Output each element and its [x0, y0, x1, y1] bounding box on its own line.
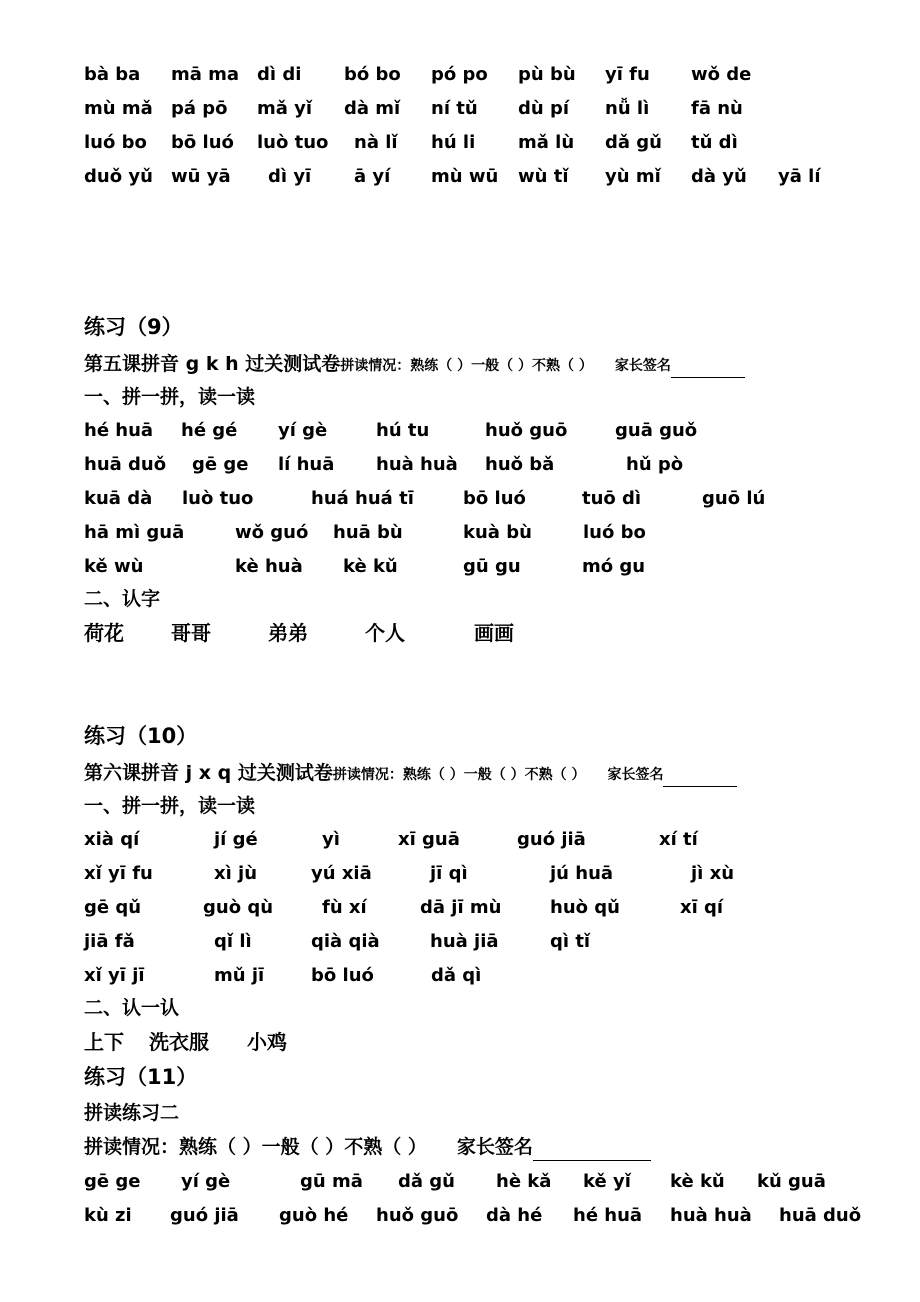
- pinyin-word: yī fu: [605, 64, 650, 85]
- pinyin-word: ní tǔ: [431, 98, 478, 119]
- pinyin-word: kě yǐ: [583, 1171, 631, 1192]
- ex9-row-2: [0, 453, 920, 479]
- pinyin-word: guò qù: [203, 897, 274, 918]
- pinyin-word: bō luó: [463, 488, 526, 509]
- exercise-11-title: 练习（11）: [84, 1065, 198, 1089]
- pinyin-word: jì xù: [691, 863, 735, 884]
- top-row-1: [0, 63, 920, 89]
- pinyin-word: guō lú: [702, 488, 766, 509]
- pinyin-word: huá huá tī: [311, 488, 414, 509]
- character-word: 个人: [365, 621, 405, 645]
- pinyin-word: tǔ dì: [691, 132, 738, 153]
- pinyin-word: hā mì guā: [84, 522, 185, 543]
- top-row-3: [0, 131, 920, 157]
- ex9-characters: [0, 620, 920, 648]
- top-row-4: [0, 165, 920, 191]
- pinyin-word: xì jù: [214, 863, 258, 884]
- pinyin-word: xī guā: [398, 829, 460, 850]
- character-word: 弟弟: [268, 621, 308, 645]
- pinyin-word: kě wù: [84, 556, 144, 577]
- pinyin-word: kuà bù: [463, 522, 532, 543]
- lesson-title: 第六课拼音 j x q 过关测试卷: [84, 762, 333, 784]
- pinyin-word: bō luó: [171, 132, 234, 153]
- exercise-10-header: [84, 761, 737, 787]
- pinyin-word: jí gé: [214, 829, 258, 850]
- pinyin-word: bō luó: [311, 965, 374, 986]
- pinyin-word: gū gu: [463, 556, 521, 577]
- ex9-row-4: [0, 521, 920, 547]
- reading-status: 拼读情况：熟练（ ）一般（ ）不熟（ ）: [332, 767, 586, 783]
- pinyin-word: huǒ bǎ: [485, 454, 555, 475]
- pinyin-word: hè kǎ: [496, 1171, 552, 1192]
- pinyin-word: kè kǔ: [670, 1171, 725, 1192]
- pinyin-word: tuō dì: [582, 488, 642, 509]
- pinyin-word: gē ge: [192, 454, 249, 475]
- pinyin-word: dà mǐ: [344, 98, 401, 119]
- pinyin-word: wū yā: [171, 166, 231, 187]
- pinyin-word: xí tí: [659, 829, 698, 850]
- pinyin-word: huā duǒ: [84, 454, 167, 475]
- pinyin-word: pá pō: [171, 98, 228, 119]
- section-character-heading: 二、认字: [84, 588, 161, 610]
- pinyin-word: kù zi: [84, 1205, 132, 1226]
- pinyin-word: pó po: [431, 64, 488, 85]
- pinyin-word: ā yí: [354, 166, 391, 187]
- pinyin-word: dǎ gǔ: [398, 1171, 455, 1192]
- pinyin-word: yí gè: [278, 420, 328, 441]
- pinyin-word: xià qí: [84, 829, 140, 850]
- pinyin-word: qì tǐ: [550, 931, 591, 952]
- pinyin-word: mù wū: [431, 166, 499, 187]
- pinyin-word: guò hé: [279, 1205, 349, 1226]
- pinyin-word: bó bo: [344, 64, 401, 85]
- section-character-heading: 二、认一认: [84, 997, 180, 1019]
- character-word: 画画: [474, 621, 514, 645]
- pinyin-word: hú li: [431, 132, 476, 153]
- pinyin-word: huā duǒ: [779, 1205, 862, 1226]
- ex10-row-5: [0, 964, 920, 990]
- pinyin-word: luò tuo: [257, 132, 329, 153]
- pinyin-word: xǐ yī fu: [84, 863, 153, 884]
- pinyin-word: yì: [322, 829, 340, 850]
- pinyin-word: yù mǐ: [605, 166, 661, 187]
- pinyin-word: xǐ yī jī: [84, 965, 145, 986]
- parent-signature-line[interactable]: [671, 353, 745, 378]
- ex10-row-2: [0, 862, 920, 888]
- pinyin-word: pù bù: [518, 64, 576, 85]
- pinyin-word: fù xí: [322, 897, 367, 918]
- pinyin-word: fā nù: [691, 98, 743, 119]
- character-word: 洗衣服: [149, 1030, 209, 1054]
- ex9-row-1: [0, 419, 920, 445]
- parent-signature-line[interactable]: [663, 762, 737, 787]
- pinyin-word: hé huā: [84, 420, 154, 441]
- pinyin-word: mǔ jī: [214, 965, 265, 986]
- pinyin-word: dǎ qì: [431, 965, 482, 986]
- exercise-10-title: 练习（10）: [84, 724, 198, 748]
- pinyin-word: mā ma: [171, 64, 240, 85]
- pinyin-word: nà lǐ: [354, 132, 398, 153]
- pinyin-word: huǒ guō: [485, 420, 568, 441]
- pinyin-word: hǔ pò: [626, 454, 684, 475]
- section-read-heading: 一、拼一拼，读一读: [84, 795, 256, 817]
- pinyin-word: qǐ lì: [214, 931, 252, 952]
- exercise-9-title: 练习（9）: [84, 315, 183, 339]
- pinyin-word: kuā dà: [84, 488, 153, 509]
- pinyin-word: kè kǔ: [343, 556, 398, 577]
- parent-signature-label: 家长签名: [456, 1136, 533, 1158]
- pinyin-word: nǚ lì: [605, 98, 650, 119]
- pinyin-word: huǒ guō: [376, 1205, 459, 1226]
- reading-status: 拼读情况：熟练（ ）一般（ ）不熟（ ）: [340, 358, 593, 374]
- pinyin-word: dù pí: [518, 98, 570, 119]
- pinyin-word: luò tuo: [182, 488, 254, 509]
- reading-status: 拼读情况：熟练（ ）一般（ ）不熟（ ）: [84, 1136, 427, 1158]
- pinyin-word: huò qǔ: [550, 897, 620, 918]
- pinyin-word: gē ge: [84, 1171, 141, 1192]
- pinyin-word: huà huà: [376, 454, 458, 475]
- pinyin-word: lí huā: [278, 454, 335, 475]
- character-word: 上下: [84, 1030, 124, 1054]
- pinyin-word: gē qǔ: [84, 897, 142, 918]
- ex9-row-5: [0, 555, 920, 581]
- ex10-row-4: [0, 930, 920, 956]
- pinyin-word: guó jiā: [517, 829, 586, 850]
- pinyin-word: guā guǒ: [615, 420, 698, 441]
- pinyin-word: jiā fǎ: [84, 931, 135, 952]
- pinyin-word: jú huā: [550, 863, 614, 884]
- pinyin-word: yú xiā: [311, 863, 372, 884]
- pinyin-word: mó gu: [582, 556, 646, 577]
- pinyin-word: jī qì: [430, 863, 468, 884]
- pinyin-word: dà yǔ: [691, 166, 747, 187]
- ex11-row-1: [0, 1170, 920, 1196]
- pinyin-word: mǎ lù: [518, 132, 575, 153]
- ex9-row-3: [0, 487, 920, 513]
- ex10-row-1: [0, 828, 920, 854]
- section-read-heading: 一、拼一拼，读一读: [84, 386, 256, 408]
- pinyin-word: wǒ de: [691, 64, 752, 85]
- pinyin-word: yā lí: [778, 166, 821, 187]
- lesson-title: 第五课拼音 g k h 过关测试卷: [84, 353, 341, 375]
- top-row-2: [0, 97, 920, 123]
- pinyin-word: guó jiā: [170, 1205, 239, 1226]
- pinyin-word: hé gé: [181, 420, 238, 441]
- parent-signature-label: 家长签名: [607, 767, 664, 783]
- character-word: 小鸡: [247, 1030, 287, 1054]
- pinyin-word: wù tǐ: [518, 166, 569, 187]
- pinyin-word: hé huā: [573, 1205, 643, 1226]
- pinyin-word: dà hé: [486, 1205, 543, 1226]
- pinyin-word: mǎ yǐ: [257, 98, 313, 119]
- exercise-11-subtitle: 拼读练习二: [84, 1102, 180, 1124]
- pinyin-word: luó bo: [84, 132, 147, 153]
- ex10-characters: [0, 1029, 920, 1057]
- pinyin-word: duǒ yǔ: [84, 166, 153, 187]
- exercise-11-status-line: [84, 1134, 651, 1161]
- pinyin-word: dì di: [257, 64, 302, 85]
- character-word: 哥哥: [171, 621, 211, 645]
- ex11-row-2: [0, 1204, 920, 1230]
- pinyin-word: gū mā: [300, 1171, 363, 1192]
- pinyin-word: mù mǎ: [84, 98, 153, 119]
- pinyin-word: dì yī: [268, 166, 312, 187]
- pinyin-word: huà huà: [670, 1205, 752, 1226]
- pinyin-word: hú tu: [376, 420, 430, 441]
- pinyin-word: xī qí: [680, 897, 724, 918]
- parent-signature-label: 家长签名: [614, 358, 671, 374]
- pinyin-word: huà jiā: [430, 931, 499, 952]
- pinyin-word: bà ba: [84, 64, 141, 85]
- pinyin-word: luó bo: [583, 522, 646, 543]
- pinyin-word: dǎ gǔ: [605, 132, 662, 153]
- pinyin-word: yí gè: [181, 1171, 231, 1192]
- pinyin-word: kè huà: [235, 556, 303, 577]
- pinyin-word: qià qià: [311, 931, 380, 952]
- pinyin-word: dā jī mù: [420, 897, 502, 918]
- pinyin-word: kǔ guā: [757, 1171, 826, 1192]
- pinyin-word: huā bù: [333, 522, 403, 543]
- exercise-9-header: [84, 352, 745, 378]
- parent-signature-line[interactable]: [533, 1134, 651, 1161]
- ex10-row-3: [0, 896, 920, 922]
- character-word: 荷花: [84, 621, 124, 645]
- pinyin-word: wǒ guó: [235, 522, 309, 543]
